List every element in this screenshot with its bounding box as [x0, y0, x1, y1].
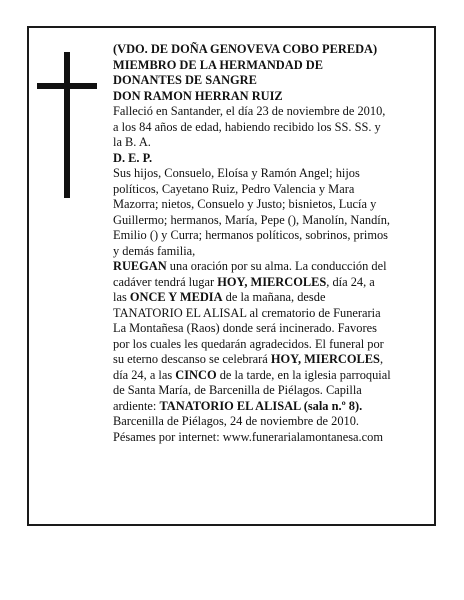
time-cinco: CINCO — [175, 367, 217, 382]
family-line-4: Guillermo; hermanos, María, Pepe (), Manolín, Nandín, — [113, 212, 391, 227]
place-date: Barcenilla de Piélagos, 24 de noviembre de 2010. — [113, 414, 360, 428]
request-line-9: de Santa María, de Barcenilla de Piélagos. Capilla — [113, 383, 362, 397]
request-line-4: TANATORIO EL ALISAL al crematorio de Funeraria — [113, 305, 381, 320]
family-line-5: Emilio () y Curra; hermanos políticos, sobrinos, primos — [113, 228, 388, 242]
family-line-3: Mazorra; nietos, Consuelo y Justo; bisnietos, Lucía y — [113, 197, 377, 211]
request-text-2: cadáver tendrá lugar — [113, 274, 218, 289]
request-line-2 — [113, 275, 427, 291]
request-line-5: La Montañesa (Raos) donde será incinerado. Favores — [113, 321, 377, 335]
membership-line-2: DONANTES DE SANGRE — [113, 73, 257, 87]
death-line-3: la B. A. — [113, 135, 151, 149]
request-line-6: por los cuales les quedarán agradecidos. El funeral por — [113, 336, 384, 351]
request-text-1: una oración por su alma. La conducción del — [166, 259, 387, 273]
request-line-1 — [113, 259, 427, 275]
request-text-8: día 24, a las — [113, 367, 176, 382]
condolences-line: Pésames por internet: www.funerarialamontanesa.com — [113, 429, 383, 444]
day-today-2: HOY, MIERCOLES — [270, 352, 380, 366]
death-line-1: Falleció en Santander, el día 23 de noviembre de 2010, — [113, 104, 386, 118]
cross-icon — [37, 52, 97, 198]
deceased-name: DON RAMON HERRAN RUIZ — [113, 88, 283, 103]
request-line-10 — [113, 399, 427, 415]
request-text-7: su eterno descanso se celebrará — [113, 352, 271, 366]
widow-line: (VDO. DE DOÑA GENOVEVA COBO PEREDA) — [113, 42, 378, 56]
death-line-2: a los 84 años de edad, habiendo recibido los SS. SS. y — [113, 119, 381, 134]
ruegan-word: RUEGAN — [113, 259, 167, 273]
request-line-3 — [113, 290, 427, 306]
time-once: ONCE Y MEDIA — [129, 290, 223, 304]
day-today-1: HOY, MIERCOLES — [217, 274, 327, 289]
rip: D. E. P. — [113, 150, 153, 165]
request-text-2b: , día 24, a — [326, 274, 375, 289]
request-text-3: las — [113, 290, 130, 304]
cross-vertical-bar — [64, 52, 70, 198]
request-text-7b: , — [379, 352, 384, 366]
family-line-2: políticos, Cayetano Ruiz, Pedro Valencia y Mara — [113, 181, 355, 196]
family-line-6: y demás familia, — [113, 243, 196, 258]
cross-horizontal-bar — [37, 83, 97, 89]
request-line-8 — [113, 368, 427, 384]
request-text-10: ardiente: — [113, 398, 160, 413]
obituary-text — [113, 42, 427, 445]
request-line-7 — [113, 352, 427, 368]
chapel-location: TANATORIO EL ALISAL (sala n.º 8). — [159, 398, 363, 413]
family-line-1: Sus hijos, Consuelo, Eloísa y Ramón Angel; hijos — [113, 166, 360, 180]
request-text-8b: de la tarde, en la iglesia parroquial — [216, 367, 391, 382]
membership-line: MIEMBRO DE LA HERMANDAD DE — [113, 57, 323, 72]
request-text-3b: de la mañana, desde — [222, 290, 326, 304]
